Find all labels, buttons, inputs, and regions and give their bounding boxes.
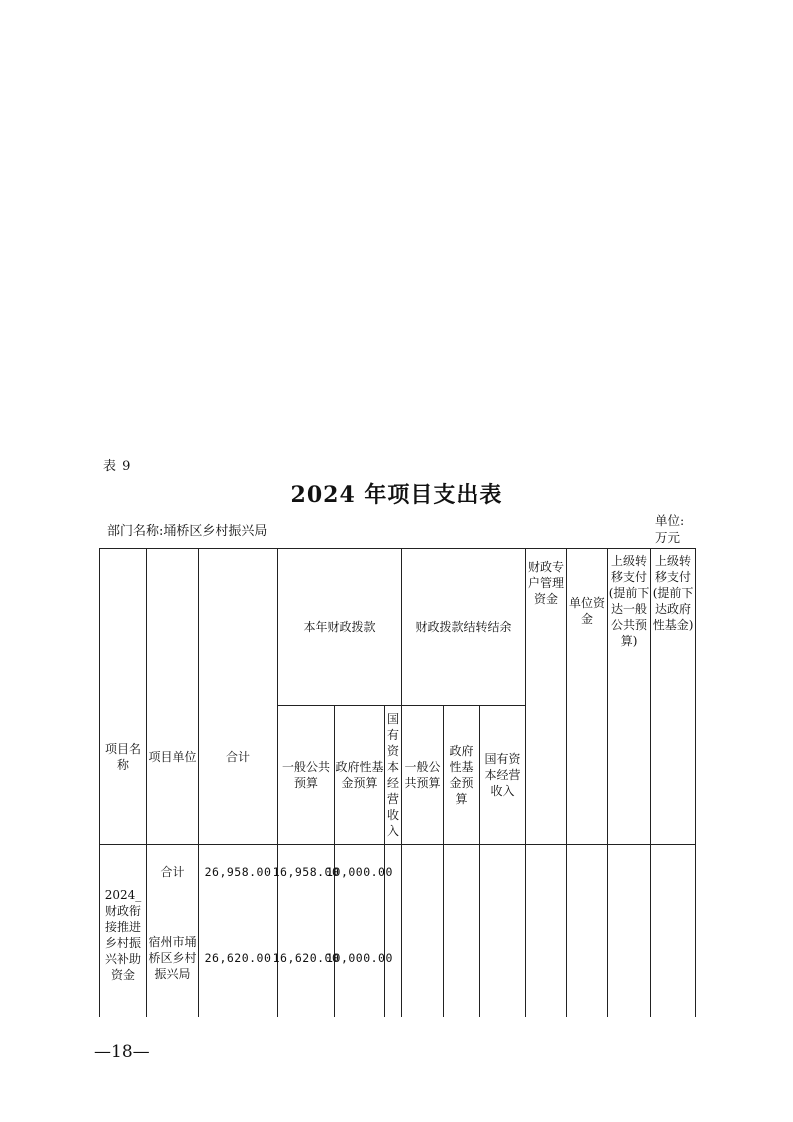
page-number: —18—: [94, 1042, 150, 1062]
subheader-state-capital: 国有资本经营收入: [385, 706, 402, 845]
header-current-year-appropriation: 本年财政拨款: [278, 549, 402, 706]
special-account-cell: [526, 845, 567, 1018]
carryover-general-cell: [402, 845, 444, 1018]
unit-funds-cell: [567, 845, 608, 1018]
table-row: [100, 845, 696, 1018]
gov-fund-line-bureau: 10,000.00: [326, 950, 393, 965]
total-line-total: 26,958.00: [204, 864, 272, 879]
table-tag: 表 9: [103, 459, 132, 474]
subheader-general-budget: 一般公共预算: [278, 706, 335, 845]
gov-fund-budget-cell: [326, 845, 393, 1018]
project-unit-cell: [147, 845, 199, 1018]
unit-line-total: 合计: [160, 864, 185, 879]
header-unit-funds: 单位资金: [567, 549, 608, 845]
project-name-cell: 2024_财政衔接推进乡村振兴补助资金: [100, 845, 147, 1018]
transfer-general-cell: [608, 845, 651, 1018]
transfer-gov-fund-cell: [651, 845, 696, 1018]
carryover-gov-fund-cell: [444, 845, 480, 1018]
gov-fund-line-total: 10,000.00: [326, 864, 393, 879]
header-project-name: 项目名称: [100, 549, 147, 845]
subheader-carryover-state-capital: 国有资本经营收入: [480, 706, 526, 845]
header-transfer-general-budget: 上级转移支付(提前下达一般公共预算): [608, 549, 651, 845]
general-line-bureau: 16,620.00: [272, 950, 340, 965]
total-cell: [199, 845, 278, 1018]
unit-label: 单位:万元: [655, 513, 685, 545]
subheader-gov-fund-budget: 政府性基金预算: [335, 706, 385, 845]
header-total: 合计: [199, 549, 278, 845]
expenditure-table: [99, 548, 696, 1017]
header-special-account-funds: 财政专户管理资金: [526, 549, 567, 845]
carryover-state-capital-cell: [480, 845, 526, 1018]
subheader-carryover-general-budget: 一般公共预算: [402, 706, 444, 845]
total-line-bureau: 26,620.00: [204, 950, 272, 965]
general-line-total: 16,958.00: [272, 864, 340, 879]
page-title: 2024 年项目支出表: [290, 482, 503, 508]
header-carryover-balance: 财政拨款结转结余: [402, 549, 526, 706]
subheader-carryover-gov-fund-budget: 政府性基金预算: [444, 706, 480, 845]
header-transfer-gov-fund: 上级转移支付(提前下达政府性基金): [651, 549, 696, 845]
department-label: 部门名称:埇桥区乡村振兴局: [107, 524, 268, 539]
header-project-unit: 项目单位: [147, 549, 199, 845]
unit-line-bureau: 宿州市埇桥区乡村振兴局: [148, 934, 197, 981]
